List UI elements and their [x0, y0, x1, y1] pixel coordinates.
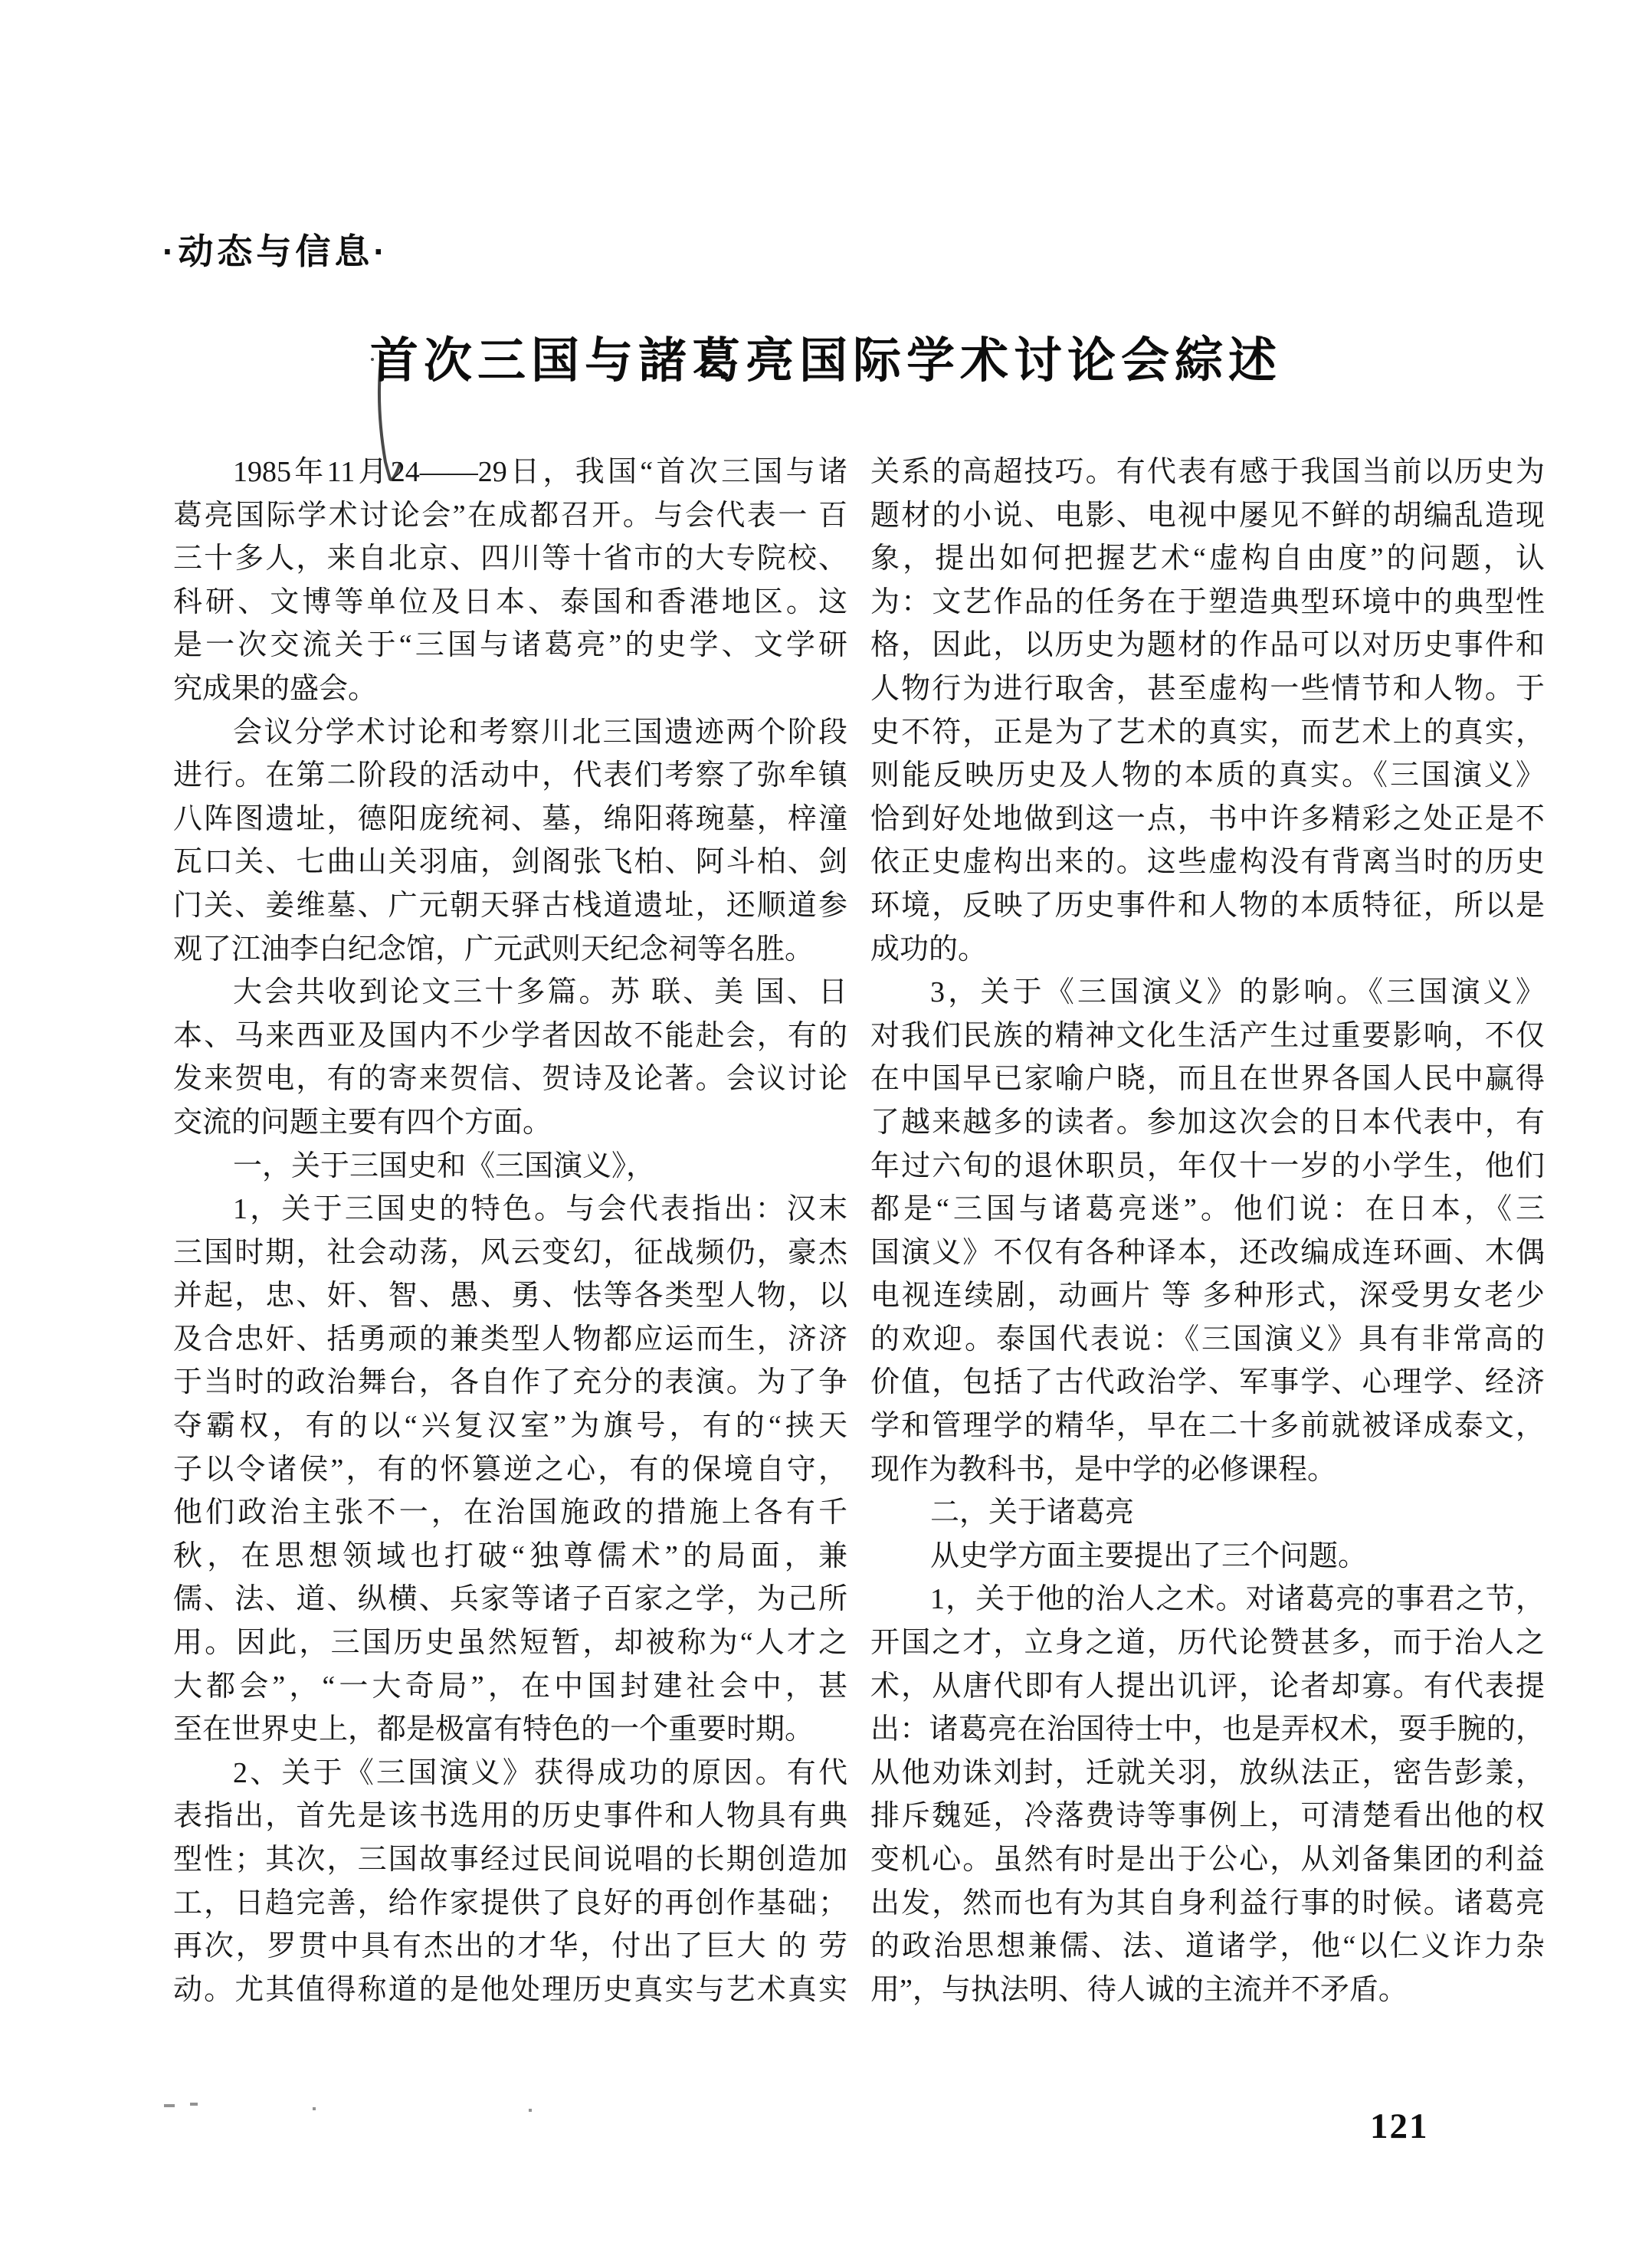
scan-noise	[529, 2109, 532, 2112]
text-line: 儒、法、道、纵横、兵家等诸子百家之学，为己所	[173, 1583, 847, 1616]
text-line: 子以令诸侯”，有的怀篡逆之心，有的保境自守，	[173, 1453, 847, 1486]
text-line: 是一次交流关于“三国与诸葛亮”的史学、文学研	[173, 629, 847, 662]
text-line: 格，因此，以历史为题材的作品可以对历史事件和	[870, 629, 1545, 662]
text-line: 一，关于三国史和《三国演义》，	[233, 1149, 656, 1182]
text-line: 学和管理学的精华，早在二十多前就被译成泰文，	[870, 1410, 1545, 1443]
text-line: 的欢迎。泰国代表说：《三国演义》具有非常高的	[870, 1323, 1545, 1356]
text-line: 门关、姜维墓、广元朝天驿古栈道遗址，还顺道参	[173, 889, 847, 922]
text-line: 1，关于三国史的特色。与会代表指出：汉末	[233, 1193, 847, 1226]
text-line: 电视连续剧，动画片 等 多种形式，深受男女老少	[870, 1280, 1545, 1313]
text-line: 出发，然而也有为其自身利益行事的时候。诸葛亮	[870, 1887, 1545, 1919]
text-line: 夺霸权，有的以“兴复汉室”为旗号，有的“挟天	[173, 1410, 847, 1443]
text-line: 大都会”，“一大奇局”，在中国封建社会中，甚	[173, 1670, 847, 1703]
page-number: 121	[1370, 2106, 1429, 2146]
text-line: 二，关于诸葛亮	[930, 1497, 1135, 1529]
text-line: 史不符，正是为了艺术的真实，而艺术上的真实，	[870, 716, 1545, 749]
text-line: 在中国早已家喻户晓，而且在世界各国人民中赢得	[870, 1063, 1545, 1096]
page-title: 首次三国与諸葛亮国际学术讨论会綜述	[370, 334, 1282, 388]
text-line: 1，关于他的治人之术。对诸葛亮的事君之节，	[930, 1583, 1545, 1616]
left-column	[173, 451, 847, 2011]
text-line: 交流的问题主要有四个方面。	[173, 1106, 552, 1139]
text-line: 现作为教科书，是中学的必修课程。	[870, 1453, 1337, 1486]
text-line: 用”，与执法明、待人诚的主流并不矛盾。	[870, 1973, 1408, 2006]
text-line: 为：文艺作品的任务在于塑造典型环境中的典型性	[870, 585, 1545, 618]
text-line: 并起，忠、奸、智、愚、勇、怯等各类型人物，以	[173, 1280, 847, 1313]
text-line: 题材的小说、电影、电视中屡见不鲜的胡编乱造现	[870, 499, 1545, 532]
article-body	[173, 451, 1545, 2011]
text-line: 动。尤其值得称道的是他处理历史真实与艺术真实	[173, 1973, 847, 2006]
text-line: 则能反映历史及人物的本质的真实。《三国演义》	[870, 759, 1545, 792]
text-line: 用。因此，三国历史虽然短暂，却被称为“人才之	[173, 1627, 847, 1660]
title-row	[0, 322, 1652, 392]
text-line: 1985年11月24——29日，我国“首次三国与诸	[233, 456, 847, 488]
text-line: 了越来越多的读者。参加这次会的日本代表中，有	[870, 1106, 1545, 1139]
text-line: 观了江油李白纪念馆，广元武则天纪念祠等名胜。	[173, 933, 815, 965]
text-line: 成功的。	[870, 933, 988, 965]
text-line: 象，提出如何把握艺术“虚构自由度”的问题，认	[870, 543, 1545, 575]
text-line: 开国之才，立身之道，历代论赞甚多，而于治人之	[870, 1627, 1545, 1660]
text-line: 变机心。虽然有时是出于公心，从刘备集团的利益	[870, 1844, 1545, 1876]
text-line: 都是“三国与诸葛亮迷”。他们说：在日本，《三	[870, 1193, 1545, 1226]
text-line: 究成果的盛会。	[173, 672, 378, 705]
right-column	[870, 451, 1545, 2011]
text-line: 型性；其次，三国故事经过民间说唱的长期创造加	[173, 1844, 847, 1876]
text-line: 本、马来西亚及国内不少学者因故不能赴会，有的	[173, 1019, 847, 1052]
text-line: 秋，在思想领域也打破“独尊儒术”的局面，兼	[173, 1539, 847, 1572]
text-line: 八阵图遗址，德阳庞统祠、墓，绵阳蒋琬墓，梓潼	[173, 802, 847, 835]
text-line: 术，从唐代即有人提出讥评，论者却寡。有代表提	[870, 1670, 1545, 1703]
text-line: 进行。在第二阶段的活动中，代表们考察了弥牟镇	[173, 759, 847, 792]
text-line: 及合忠奸、括勇顽的兼类型人物都应运而生，济济	[173, 1323, 847, 1356]
text-line: 三十多人，来自北京、四川等十省市的大专院校、	[173, 543, 847, 575]
text-line: 葛亮国际学术讨论会”在成都召开。与会代表一 百	[173, 499, 847, 532]
text-line: 从史学方面主要提出了三个问题。	[930, 1539, 1368, 1572]
text-line: 对我们民族的精神文化生活产生过重要影响，不仅	[870, 1019, 1545, 1052]
text-line: 出：诸葛亮在治国待士中，也是弄权术，耍手腕的，	[870, 1713, 1545, 1746]
scan-noise	[313, 2107, 316, 2110]
text-line: 依正史虚构出来的。这些虚构没有背离当时的历史	[870, 846, 1545, 879]
text-line: 瓦口关、七曲山关羽庙，剑阁张飞柏、阿斗柏、剑	[173, 846, 847, 879]
text-line: 2、关于《三国演义》获得成功的原因。有代	[233, 1756, 847, 1789]
text-line: 工，日趋完善，给作家提供了良好的再创作基础；	[173, 1887, 847, 1919]
text-line: 他们政治主张不一，在治国施政的措施上各有千	[173, 1497, 847, 1529]
text-line: 于当时的政治舞台，各自作了充分的表演。为了争	[173, 1366, 847, 1399]
text-line: 国演义》不仅有各种译本，还改编成连环画、木偶	[870, 1236, 1545, 1269]
text-line: 科研、文博等单位及日本、泰国和香港地区。这	[173, 585, 847, 618]
text-line: 表指出，首先是该书选用的历史事件和人物具有典	[173, 1800, 847, 1833]
text-line: 三国时期，社会动荡，风云变幻，征战频仍，豪杰	[173, 1236, 847, 1269]
text-line: 排斥魏延，冷落费诗等事例上，可清楚看出他的权	[870, 1800, 1545, 1833]
text-line: 的政治思想兼儒、法、道诸学，他“以仁义诈力杂	[870, 1930, 1545, 1963]
text-line: 恰到好处地做到这一点，书中许多精彩之处正是不	[870, 802, 1545, 835]
scan-noise	[164, 2104, 175, 2107]
text-line: 年过六旬的退休职员，年仅十一岁的小学生，他们	[870, 1149, 1545, 1182]
text-line: 再次，罗贯中具有杰出的才华，付出了巨大 的 劳	[173, 1930, 847, 1963]
text-line: 3，关于《三国演义》的影响。《三国演义》	[930, 976, 1545, 1009]
text-line: 价值，包括了古代政治学、军事学、心理学、经济	[870, 1366, 1545, 1399]
text-line: 关系的高超技巧。有代表有感于我国当前以历史为	[870, 456, 1545, 488]
text-line: 从他劝诛刘封，迁就关羽，放纵法正，密告彭羕，	[870, 1756, 1545, 1789]
scan-noise	[190, 2103, 198, 2106]
section-label: ·动态与信息·	[162, 231, 389, 271]
text-line: 环境，反映了历史事件和人物的本质特征，所以是	[870, 889, 1545, 922]
text-line: 大会共收到论文三十多篇。苏 联、美 国、日	[233, 976, 847, 1009]
text-line: 发来贺电，有的寄来贺信、贺诗及论著。会议讨论	[173, 1063, 847, 1096]
text-line: 至在世界史上，都是极富有特色的一个重要时期。	[173, 1713, 815, 1746]
text-line: 会议分学术讨论和考察川北三国遗迹两个阶段	[233, 716, 847, 749]
text-line: 人物行为进行取舍，甚至虚构一些情节和人物。于	[870, 672, 1545, 705]
